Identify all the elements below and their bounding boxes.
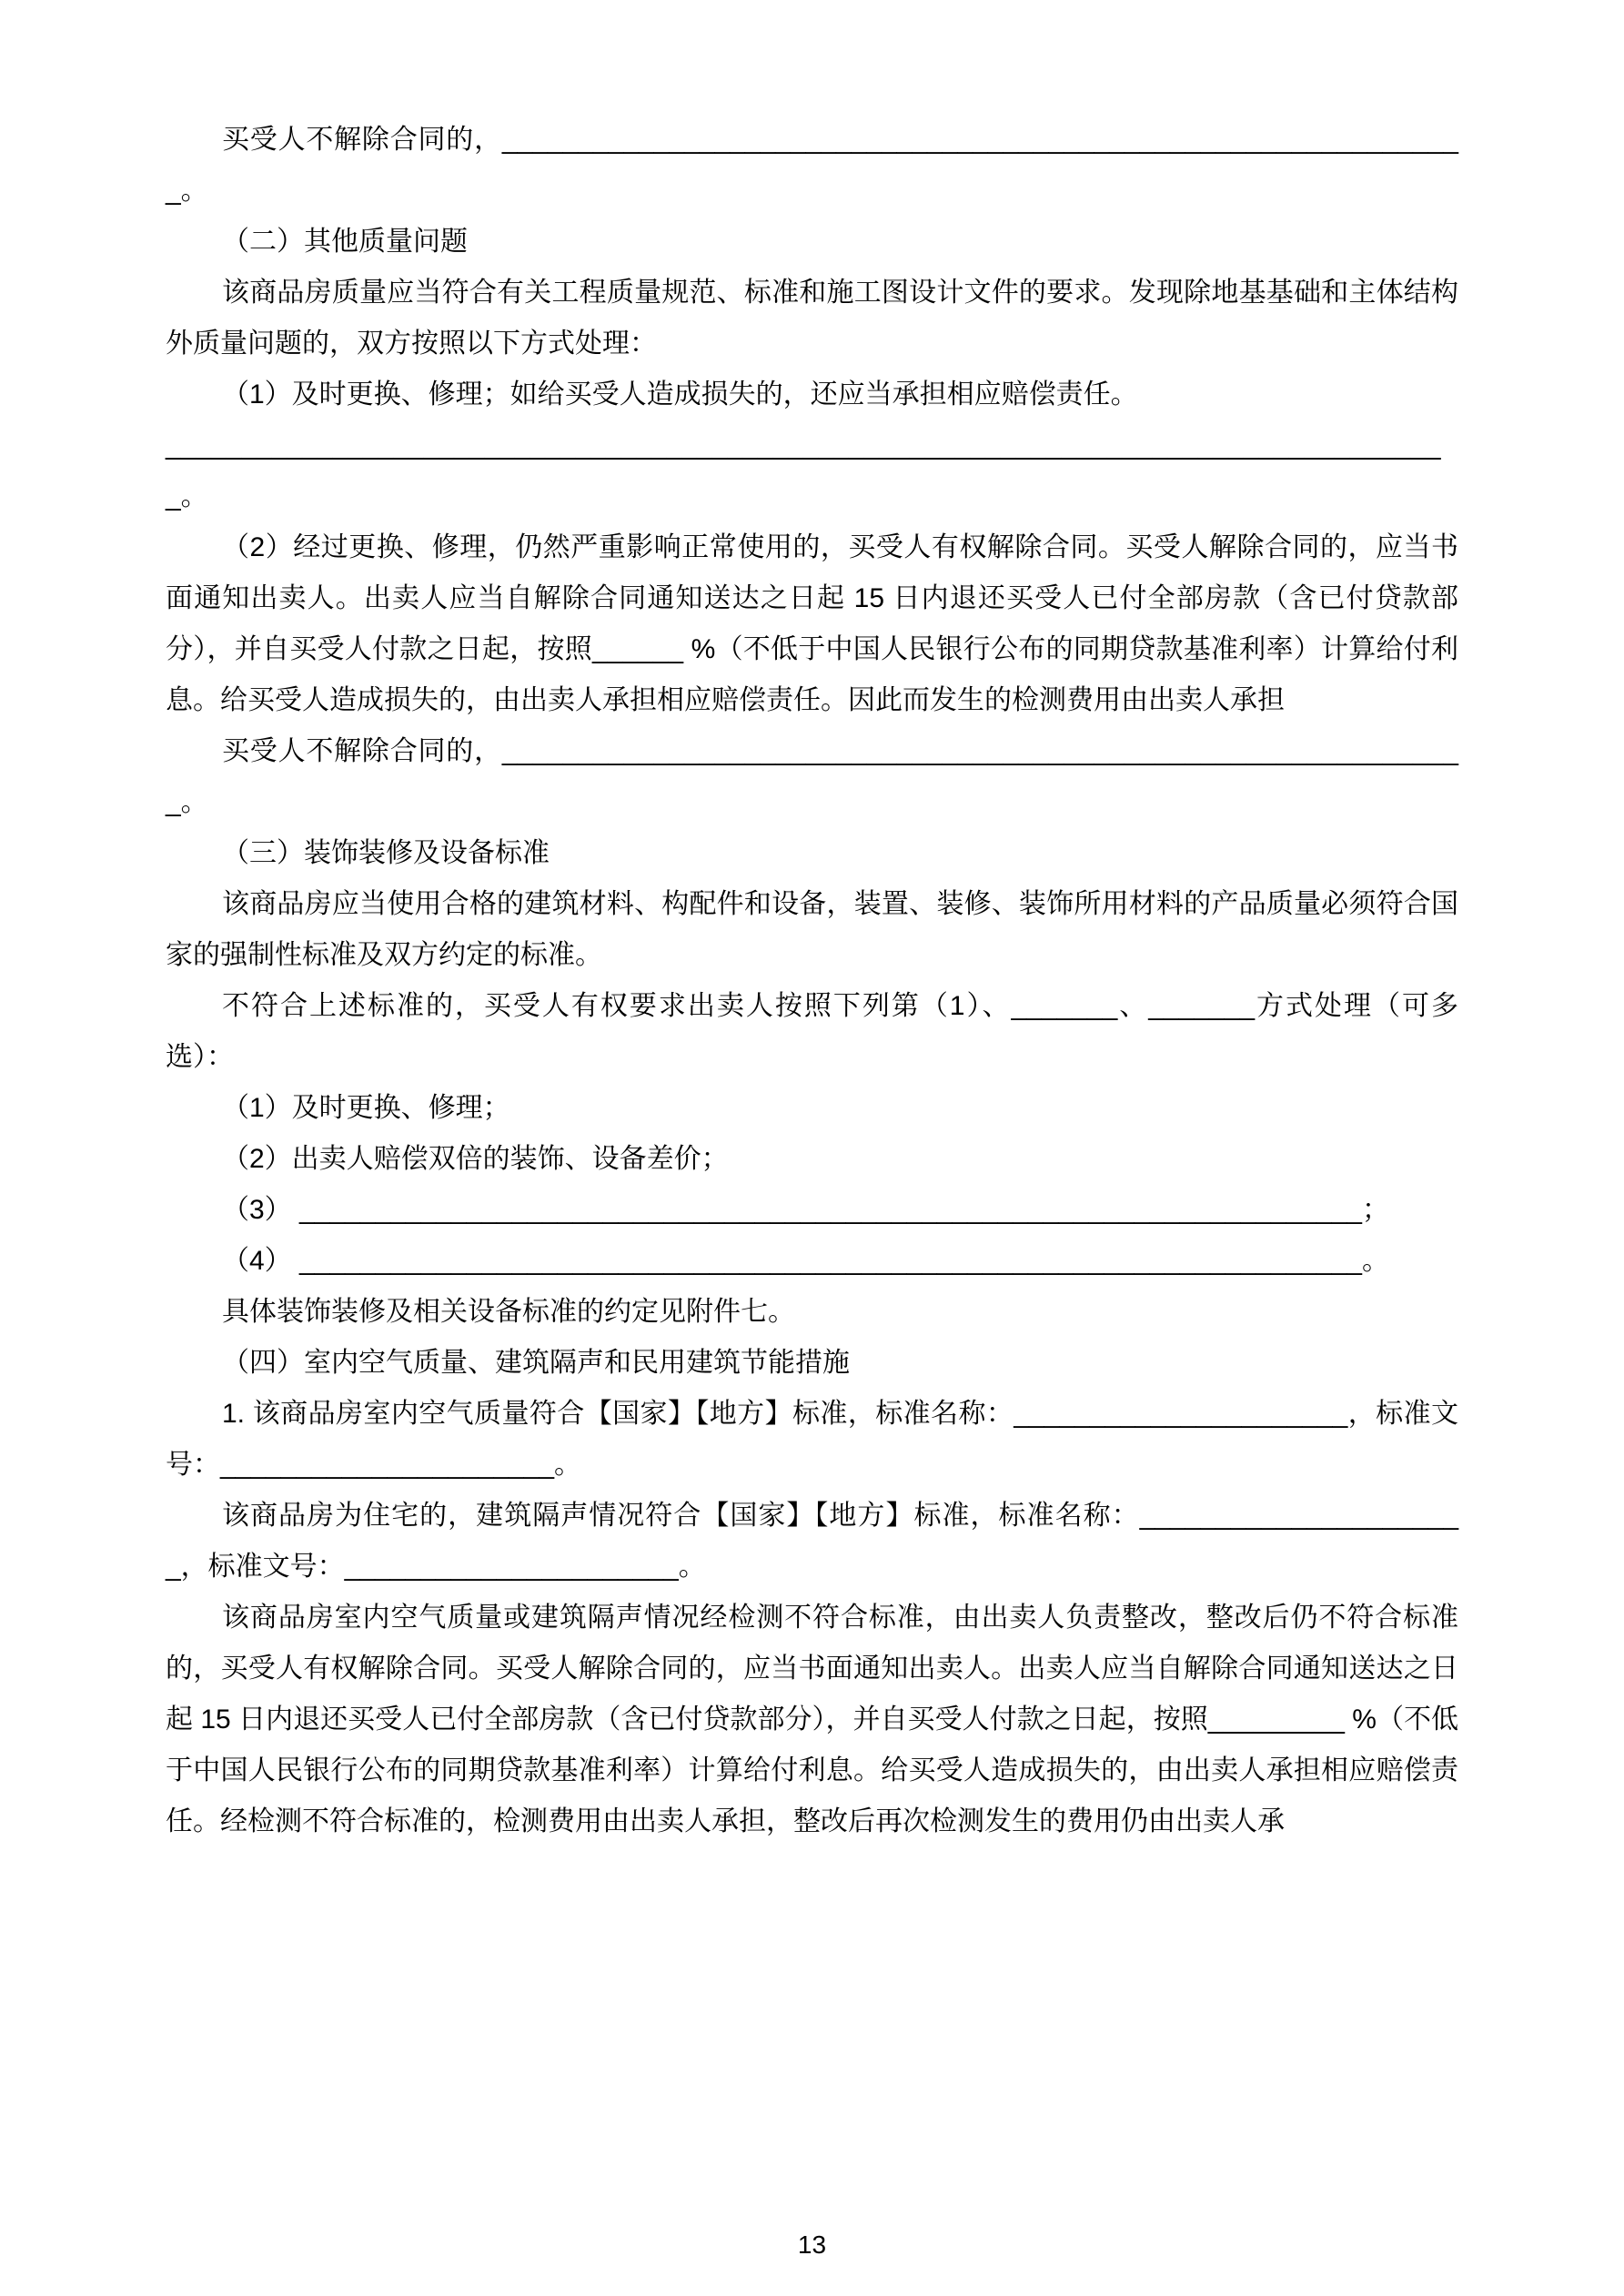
paragraph: （三）装饰装修及设备标准 bbox=[222, 838, 550, 868]
paragraph: （4） ______________________________________________________________________。 bbox=[222, 1246, 1389, 1276]
paragraph: 具体装饰装修及相关设备标准的约定见附件七。 bbox=[222, 1297, 795, 1327]
contract-body bbox=[166, 115, 1458, 1847]
page-number: 13 bbox=[797, 2230, 827, 2259]
paragraph: 该商品房为住宅的，建筑隔声情况符合【国家】【地方】标准，标准名称：______________________，标准文号：______________________。 bbox=[166, 1501, 1458, 1582]
paragraph: 该商品房质量应当符合有关工程质量规范、标准和施工图设计文件的要求。发现除地基基础和主体结构外质量问题的，双方按照以下方式处理： bbox=[166, 278, 1458, 359]
paragraph: （四）室内空气质量、建筑隔声和民用建筑节能措施 bbox=[222, 1348, 850, 1378]
paragraph: （二）其他质量问题 bbox=[222, 227, 468, 257]
paragraph: 不符合上述标准的，买受人有权要求出卖人按照下列第（1）、_______、_______方式处理（可多选）： bbox=[166, 991, 1458, 1072]
paragraph: （1）及时更换、修理； bbox=[222, 1093, 510, 1123]
page-footer bbox=[0, 2230, 1624, 2260]
paragraph: （1）及时更换、修理；如给买受人造成损失的，还应当承担相应赔偿责任。 bbox=[222, 379, 1138, 410]
paragraph: _____________________________________________________________________________________。 bbox=[166, 430, 1441, 511]
paragraph: 该商品房室内空气质量或建筑隔声情况经检测不符合标准，由出卖人负责整改，整改后仍不符合标准的，买受人有权解除合同。买受人解除合同的，应当书面通知出卖人。出卖人应当自解除合同通知送达之日起 15 日内退还买受人已付全部房款（含已付贷款部分），并自买受人付款之日起，按照_________ %（不低于中国人民银行公布的同期贷款基准利率）计算给付利息。给买受人造成损失的，由出卖人承担相应赔偿责任。经检测不符合标准的，检测费用由出卖人承担，整改后再次检测发生的费用仍由出卖人承 bbox=[166, 1603, 1458, 1836]
paragraph: 该商品房应当使用合格的建筑材料、构配件和设备，装置、装修、装饰所用材料的产品质量必须符合国家的强制性标准及双方约定的标准。 bbox=[166, 889, 1458, 970]
paragraph: （2）经过更换、修理，仍然严重影响正常使用的，买受人有权解除合同。买受人解除合同的，应当书面通知出卖人。出卖人应当自解除合同通知送达之日起 15 日内退还买受人已付全部房款（含已付贷款部分），并自买受人付款之日起，按照______ %（不低于中国人民银行公布的同期贷款基准利率）计算给付利息。给买受人造成损失的，由出卖人承担相应赔偿责任。因此而发生的检测费用由出卖人承担 bbox=[166, 532, 1458, 715]
paragraph: 买受人不解除合同的，________________________________________________________________。 bbox=[166, 125, 1458, 206]
paragraph: 1. 该商品房室内空气质量符合【国家】【地方】标准，标准名称：______________________，标准文号：______________________。 bbox=[166, 1399, 1458, 1480]
paragraph: （2）出卖人赔偿双倍的装饰、设备差价； bbox=[222, 1144, 729, 1174]
paragraph: 买受人不解除合同的，________________________________________________________________。 bbox=[166, 736, 1458, 817]
paragraph: （3） ______________________________________________________________________； bbox=[222, 1195, 1389, 1225]
